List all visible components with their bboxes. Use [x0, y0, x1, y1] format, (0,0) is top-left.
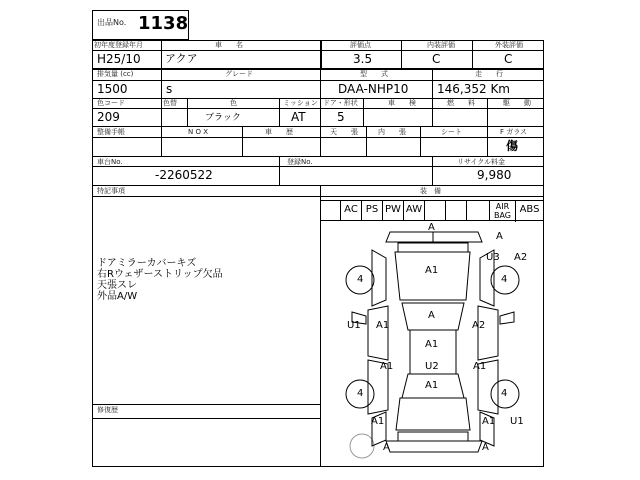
- type-value: DAA-NHP10: [338, 82, 409, 96]
- damage-mark: U3: [486, 252, 500, 263]
- sunroof-label: 天 張: [330, 128, 358, 136]
- damage-mark: A1: [376, 320, 390, 331]
- mileage-value: 146,352 Km: [437, 82, 510, 96]
- displacement-value: 1500: [97, 82, 128, 96]
- note-line: 右Rウェザーストリップ欠品: [97, 269, 223, 280]
- model-value: アクア: [165, 52, 198, 65]
- color-label: 色: [230, 99, 237, 107]
- equip-aw: AW: [404, 201, 425, 221]
- damage-mark: 4: [501, 274, 508, 285]
- transmission-label: ミッション: [283, 99, 318, 107]
- damage-mark: U2: [425, 361, 439, 372]
- damage-mark: A1: [380, 361, 394, 372]
- chassis-label: 車台No.: [97, 158, 123, 166]
- damage-mark: A: [383, 442, 390, 453]
- damage-mark: A1: [371, 416, 385, 427]
- interior-value: C: [432, 52, 441, 66]
- fglass-value: 傷: [506, 139, 519, 153]
- damage-mark: A1: [425, 380, 439, 391]
- vehicle-label: 車 検: [388, 99, 416, 107]
- door-value: 5: [337, 110, 345, 124]
- damage-mark: U1: [510, 416, 524, 427]
- damage-mark: A1: [482, 416, 496, 427]
- year-label: 初年度登録年月: [94, 41, 143, 49]
- score-value: 3.5: [353, 52, 373, 66]
- color-code-value: 209: [97, 110, 120, 124]
- note-line: ドアミラーカバーキズ: [97, 258, 197, 269]
- type-label: 型 式: [360, 70, 388, 78]
- transmission-value: AT: [291, 110, 306, 124]
- grade-value: s: [166, 82, 173, 96]
- grade-label: グレード: [225, 70, 253, 78]
- note-line: 外品A/W: [97, 291, 138, 302]
- manual-label: 整備手帳: [97, 128, 125, 136]
- year-value: H25/10: [97, 52, 141, 66]
- damage-mark: 4: [357, 388, 364, 399]
- damage-mark: A2: [514, 252, 528, 263]
- note-line: 天張スレ: [97, 280, 137, 291]
- color-value: ブラック: [205, 113, 241, 123]
- recycle-value: 9,980: [477, 168, 512, 182]
- damage-mark: A1: [425, 339, 439, 350]
- color-code-label: 色コード: [97, 99, 125, 107]
- drive-label: 駆 動: [503, 99, 531, 107]
- registration-label: 登録No.: [287, 158, 313, 166]
- damage-mark: U1: [347, 320, 361, 331]
- lot-number: 1138: [138, 13, 189, 34]
- damage-mark: 4: [501, 388, 508, 399]
- lot-label: 出品No.: [97, 18, 127, 27]
- fglass-label: F ガラス: [500, 128, 528, 136]
- damage-mark: A: [482, 442, 489, 453]
- history-label: 車 歴: [265, 128, 293, 136]
- fuel-label: 燃 料: [447, 99, 475, 107]
- chassis-value: -2260522: [155, 168, 213, 182]
- recycle-label: リサイクル料金: [457, 158, 506, 166]
- equip-ps: PS: [362, 201, 383, 221]
- equip-airbag: AIR BAG: [490, 201, 516, 222]
- displacement-label: 排気量 (cc): [97, 70, 134, 78]
- equip-ac: AC: [341, 201, 362, 221]
- score-label: 評価点: [350, 41, 371, 49]
- damage-mark: 4: [357, 274, 364, 285]
- nox-label: N O X: [188, 128, 208, 136]
- damage-mark: A: [496, 231, 503, 242]
- damage-mark: A1: [425, 265, 439, 276]
- seat-label: シート: [441, 128, 462, 136]
- damage-mark: A: [428, 222, 435, 233]
- equip-abs: ABS: [519, 204, 540, 215]
- equipment-label: 装 備: [420, 187, 441, 195]
- damage-mark: A2: [472, 320, 486, 331]
- door-label: ドア・形状: [323, 99, 358, 107]
- exterior-value: C: [504, 52, 513, 66]
- model-label: 車 名: [215, 41, 243, 49]
- exterior-label: 外装評価: [495, 41, 523, 49]
- repair-label: 修復歴: [97, 406, 118, 414]
- damage-mark: A1: [473, 361, 487, 372]
- equip-pw: PW: [383, 201, 404, 221]
- color-family-label: 色替: [163, 99, 177, 107]
- damage-mark: A: [428, 310, 435, 321]
- mileage-label: 走 行: [475, 70, 503, 78]
- notes-label: 特記事項: [97, 187, 125, 195]
- interior-label: 内装評価: [427, 41, 455, 49]
- interior-leather-label: 内 張: [378, 128, 406, 136]
